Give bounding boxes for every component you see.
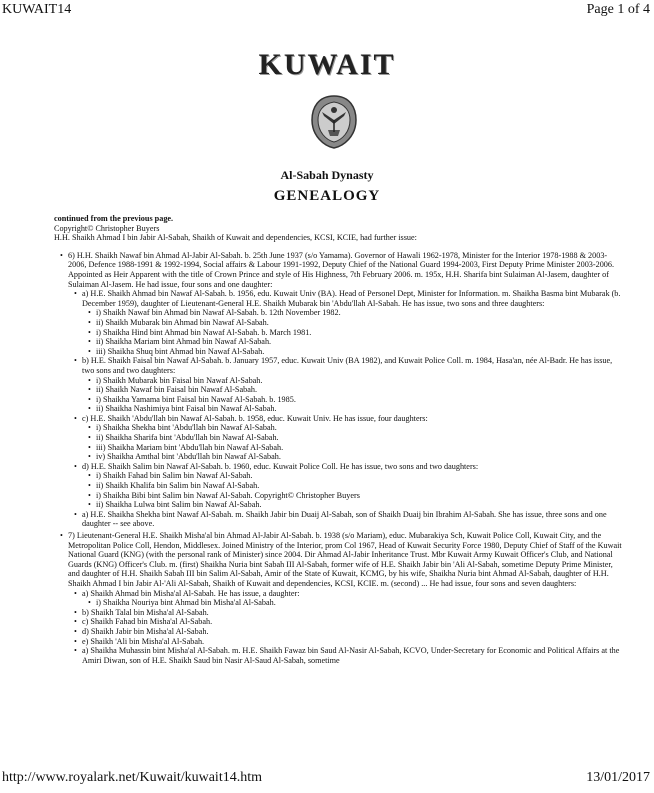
child-entry	[82, 637, 624, 647]
grandchild-entry: • ii) Shaikha Mariam bint Ahmad bin Nawaf Al-Sabah.	[96, 337, 624, 347]
child-text: b) Shaikh Talal bin Misha'al Al-Sabah.	[82, 607, 209, 617]
grandchild-entry: • ii) Shaikh Mubarak bin Ahmad bin Nawaf Al-Sabah.	[96, 318, 624, 328]
child-entry	[82, 617, 624, 627]
genealogy-tree	[54, 251, 624, 666]
child-entry	[82, 589, 624, 608]
grandchild-entry: • i) Shaikh Nawaf bin Ahmad bin Nawaf Al-Sabah. b. 12th November 1982.	[96, 308, 624, 318]
copyright-line: Copyright© Christopher Buyers	[54, 223, 160, 233]
genealogy-content	[54, 214, 624, 665]
entry-text: 7) Lieutenant-General H.E. Shaikh Misha'al bin Ahmad Al-Jabir Al-Sabah. b. 1938 (s/o Mariam), educ. Mubarakiya Sch, Kuwait Police Coll, Kuwait City, and the Metropolitan Police Coll, Hendon, Middlesex. Joined Ministry of the Interior, prom Col 1967, Head of Kuwait Security Force 1980, Deputy Chief of Staff of the Kuwait National Guard (KNG) (with the personal rank of Minister) since 2004. Dir Ahmad Al-Jabir Inheritance Trust. Mbr Kuwait Army Kuwait Officer's Club, and National Guards (KNG) Officer's Club. m. (first) Shaikha Nuria bint Sabah III Al-Sabah, former wife of H.E. Shaikh Jabir bin 'Ali Al-Sabah, sometime Deputy Prime Minister, and daughter of H.H. Shaikh Sabah III bin Salim Al-Sabah, Amir of the State of Kuwait, KCMG, by his wife, Shaikha Nuria bint Ahmad Al-Sabah, daughter of H.H. Shaikh Ahmad I bin Jabir Al-'Ali Al-Sabah, Shaikh of Kuwait and dependencies, KCSI, KCIE. m. (second) ... He had issue, four sons and seven daughters:	[68, 531, 622, 588]
footer-date: 13/01/2017	[586, 770, 650, 785]
page-title: KUWAIT	[258, 48, 396, 81]
child-text: c) H.E. Shaikh 'Abdu'llah bin Nawaf Al-Sabah. b. 1958, educ. Kuwait Univ. He has issue, four daughters:	[82, 413, 428, 423]
child-entry	[82, 414, 624, 462]
child-entry	[82, 627, 624, 637]
header-page-number: Page 1 of 4	[586, 2, 650, 17]
genealogy-heading: GENEALOGY	[273, 188, 381, 204]
genealogy-entry	[68, 531, 624, 665]
entry-text: 6) H.H. Shaikh Nawaf bin Ahmad Al-Jabir Al-Sabah. b. 25th June 1937 (s/o Yamama). Governor of Hawali 1962-1978, Minister for the Interior 1978-1988 & 2003-2006, Defence 1988-1991 & 1992-1994, Social affairs & Labour 1991-1992, Deputy Chief of the National Guard 1994-2003, First Deputy Prime Minister 2003-2006. Appointed as Heir Apparent with the title of Crown Prince and style of His Highness, 7th February 2006. m. 195x, H.H. Sharifa bint Sulaiman Al-Jasem, daughter of Sulaiman Al-Jasem. He had issue, four sons and one daughter:	[68, 250, 615, 289]
grandchild-entry: • i) Shaikha Bibi bint Salim bin Nawaf Al-Sabah. Copyright© Christopher Buyers	[96, 491, 624, 501]
child-entry	[82, 646, 624, 665]
child-text: a) Shaikh Ahmad bin Misha'al Al-Sabah. He has issue, a daughter:	[82, 588, 300, 598]
grandchild-entry: • i) Shaikha Yamama bint Faisal bin Nawaf Al-Sabah. b. 1985.	[96, 395, 624, 405]
header-doc-name: KUWAIT14	[2, 2, 72, 17]
grandchild-entry: • ii) Shaikha Nashimiya bint Faisal bin Nawaf Al-Sabah.	[96, 404, 624, 414]
child-text: a) Shaikha Muhassin bint Misha'al Al-Sabah. m. H.E. Shaikh Fawaz bin Saud Al-Nasir Al-Sabah, KCVO, Under-Secretary for Economic and Political Affairs at the Amiri Diwan, son of H.E. Shaikh Saud bin Nasir Al-Saud Al-Sabah, sometime	[82, 646, 620, 665]
page-header	[0, 0, 654, 20]
grandchild-entry: • i) Shaikh Fahad bin Salim bin Nawaf Al-Sabah.	[96, 471, 624, 481]
grandchild-entry: • i) Shaikha Hind bint Ahmad bin Nawaf Al-Sabah. b. March 1981.	[96, 328, 624, 338]
grandchild-entry: • i) Shaikha Shekha bint 'Abdu'llah bin Nawaf Al-Sabah.	[96, 423, 624, 433]
child-entry	[82, 510, 624, 529]
footer-url: http://www.royalark.net/Kuwait/kuwait14.htm	[2, 770, 262, 785]
grandchild-entry: • ii) Shaikh Nawaf bin Faisal bin Nawaf Al-Sabah.	[96, 385, 624, 395]
child-entry	[82, 356, 624, 414]
child-text: c) Shaikh Fahad bin Misha'al Al-Sabah.	[82, 617, 213, 627]
grandchild-entry: • iii) Shaikha Mariam bint 'Abdu'llah bin Nawaf Al-Sabah.	[96, 443, 624, 453]
child-text: d) H.E. Shaikh Salim bin Nawaf Al-Sabah. b. 1960, educ. Kuwait Police Coll. He has issue, two sons and two daughters:	[82, 461, 479, 471]
grandchild-entry: • i) Shaikha Nouriya bint Ahmad bin Misha'al Al-Sabah.	[96, 598, 624, 608]
child-text: a) H.E. Shaikh Ahmad bin Nawaf Al-Sabah. b. 1956, edu. Kuwait Univ (BA). Head of Personel Dept, Minister for Information. m. Shaikha Basma bint Mubarak (b. December 1959), daughter of Lieutenant-General H.E. Shaikh Mubarak bin 'Abdu'llah Al-Sabah. He has issue, two sons and three daughters:	[82, 289, 621, 308]
dynasty-subtitle: Al-Sabah Dynasty	[280, 168, 374, 182]
child-entry	[82, 608, 624, 618]
intro-text: H.H. Shaikh Ahmad I bin Jabir Al-Sabah, Shaikh of Kuwait and dependencies, KCSI, KCIE, had further issue:	[54, 233, 417, 243]
grandchild-entry: • ii) Shaikh Khalifa bin Salim bin Nawaf Al-Sabah.	[96, 481, 624, 491]
genealogy-entry	[68, 251, 624, 529]
continued-note: continued from the previous page.	[54, 214, 174, 223]
grandchild-entry: • iii) Shaikha Shuq bint Ahmad bin Nawaf Al-Sabah.	[96, 347, 624, 357]
page-footer	[0, 770, 654, 790]
grandchild-entry: • iv) Shaikha Amthal bint 'Abdu'llah bin Nawaf Al-Sabah.	[96, 452, 624, 462]
kuwait-emblem-icon	[308, 92, 360, 150]
grandchild-entry: • ii) Shaikha Sharifa bint 'Abdu'llah bin Nawaf Al-Sabah.	[96, 433, 624, 443]
child-text: e) Shaikh 'Ali bin Misha'al Al-Sabah.	[82, 636, 205, 646]
child-entry	[82, 462, 624, 510]
child-text: a) H.E. Shaikha Shekha bint Nawaf Al-Sabah. m. Shaikh Jabir bin Duaij Al-Sabah, son of Shaikh Duaij bin Ibrahim Al-Sabah. She has issue, three sons and one daughter -- see above.	[82, 509, 607, 529]
child-text: b) H.E. Shaikh Faisal bin Nawaf Al-Sabah. b. January 1957, educ. Kuwait Univ (BA 1982), and Kuwait Police Coll. m. 1984, Hasa'an, née Al-Badr. He has issue, two sons and two daughters:	[82, 356, 613, 375]
child-text: d) Shaikh Jabir bin Misha'al Al-Sabah.	[82, 626, 209, 636]
grandchild-entry: • ii) Shaikha Lulwa bint Salim bin Nawaf Al-Sabah.	[96, 500, 624, 510]
grandchild-entry: • i) Shaikh Mubarak bin Faisal bin Nawaf Al-Sabah.	[96, 376, 624, 386]
child-entry	[82, 289, 624, 356]
